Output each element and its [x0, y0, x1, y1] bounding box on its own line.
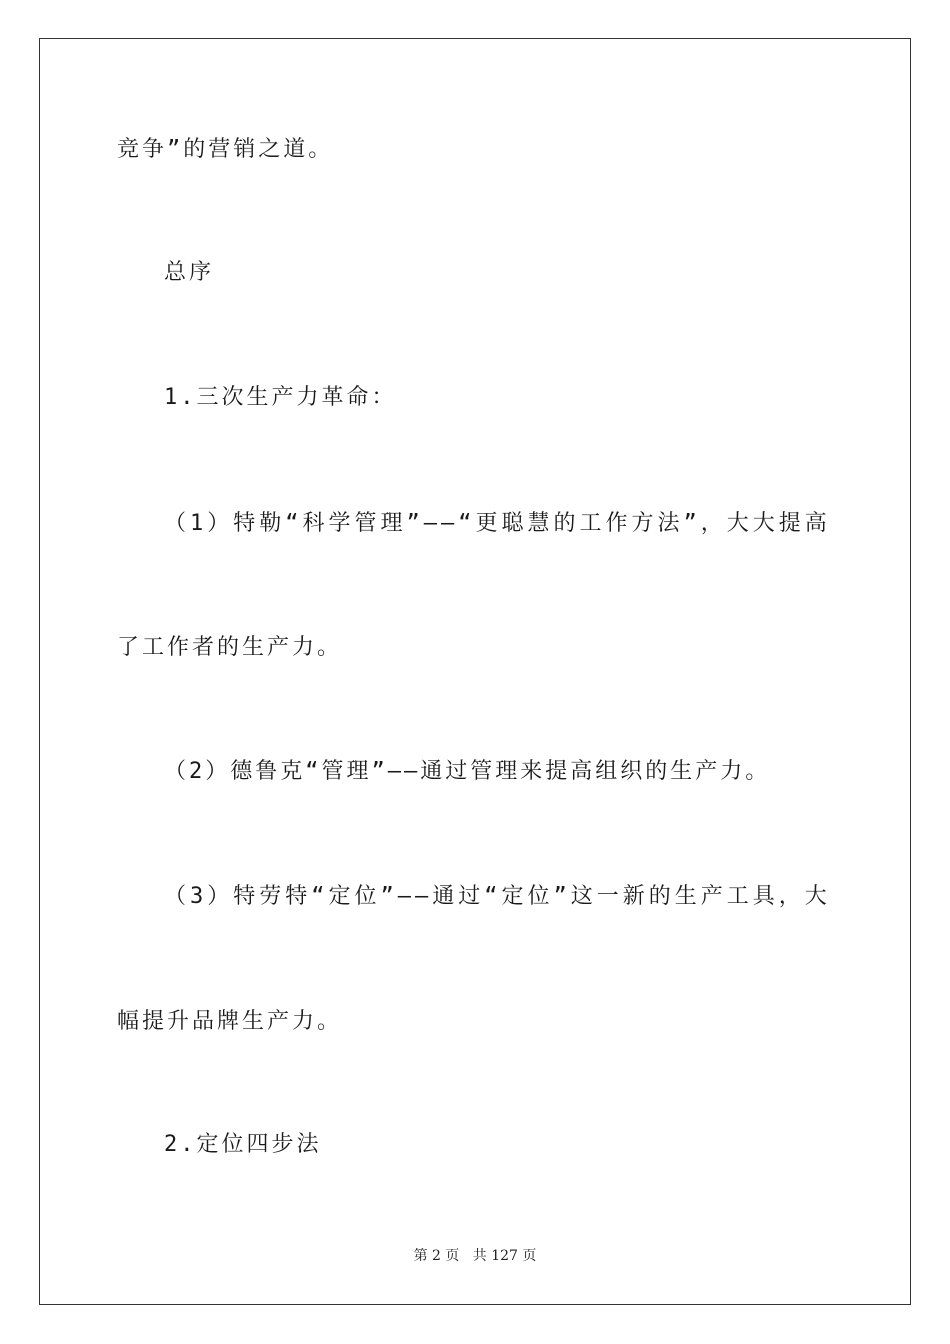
list-item-continuation: 幅提升品牌生产力。 — [117, 1009, 343, 1034]
page-footer — [0, 1246, 950, 1266]
list-item: （1）特勒“科学管理”——“更聪慧的工作方法”，大大提高 — [164, 511, 831, 536]
section-heading: 总序 — [164, 260, 215, 285]
list-item-continuation: 了工作者的生产力。 — [117, 635, 343, 660]
page-border — [39, 38, 911, 1305]
list-item: （2）德鲁克“管理”——通过管理来提高组织的生产力。 — [164, 759, 771, 784]
list-item: （3）特劳特“定位”——通过“定位”这一新的生产工具，大 — [164, 884, 831, 909]
page-number: 第 2 页 — [413, 1248, 460, 1264]
list-heading: 2.定位四步法 — [164, 1132, 322, 1157]
page-total: 共 127 页 — [472, 1248, 537, 1264]
body-text-line: 竞争”的营销之道。 — [117, 137, 334, 162]
list-heading: 1.三次生产力革命： — [164, 385, 397, 410]
